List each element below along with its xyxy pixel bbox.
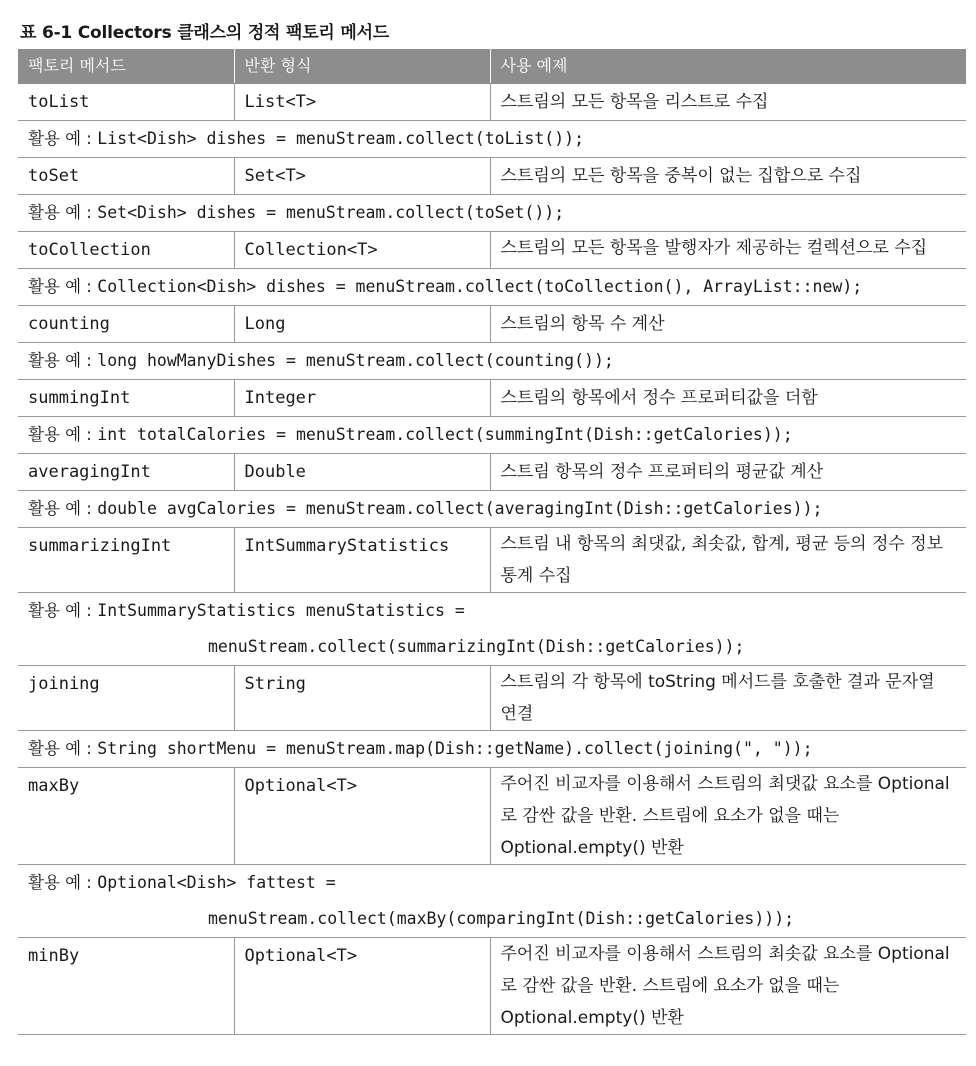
example-label: 활용 예 : (28, 277, 92, 296)
example-code-continued: menuStream.collect(summarizingInt(Dish::getCalories)); (208, 637, 745, 656)
method-description: 스트림의 항목 수 계산 (490, 306, 966, 343)
method-row (18, 454, 966, 491)
method-name: counting (18, 306, 234, 343)
method-row (18, 232, 966, 269)
method-description: 스트림 내 항목의 최댓값, 최솟값, 합계, 평균 등의 정수 정보 통계 수집 (490, 528, 966, 593)
example-label: 활용 예 : (28, 129, 92, 148)
return-type: List<T> (234, 84, 490, 121)
method-name: toList (18, 84, 234, 121)
return-type: Collection<T> (234, 232, 490, 269)
return-type: Long (234, 306, 490, 343)
example-code: List<Dish> dishes = menuStream.collect(toList()); (97, 129, 585, 148)
example-code-continued: menuStream.collect(maxBy(comparingInt(Dish::getCalories))); (208, 909, 795, 928)
return-type: Integer (234, 380, 490, 417)
example-label: 활용 예 : (28, 203, 92, 222)
example-label: 활용 예 : (28, 601, 92, 620)
example-code: long howManyDishes = menuStream.collect(counting()); (97, 351, 614, 370)
example-row (18, 731, 966, 768)
method-name: summarizingInt (18, 528, 234, 593)
method-name: averagingInt (18, 454, 234, 491)
table-body (18, 84, 966, 1035)
return-type: Optional<T> (234, 768, 490, 865)
example-cell (18, 593, 966, 666)
example-row (18, 865, 966, 938)
example-code: IntSummaryStatistics menuStatistics = (97, 601, 465, 620)
return-type: String (234, 666, 490, 731)
example-row (18, 269, 966, 306)
header-method: 팩토리 메서드 (18, 49, 234, 84)
example-label: 활용 예 : (28, 873, 92, 892)
example-cell (18, 195, 966, 232)
example-label: 활용 예 : (28, 739, 92, 758)
return-type: Optional<T> (234, 938, 490, 1035)
return-type: Double (234, 454, 490, 491)
example-code: Set<Dish> dishes = menuStream.collect(toSet()); (97, 203, 565, 222)
example-row (18, 593, 966, 666)
method-row (18, 768, 966, 865)
method-name: toCollection (18, 232, 234, 269)
example-cell (18, 491, 966, 528)
method-description: 스트림의 각 항목에 toString 메서드를 호출한 결과 문자열 연결 (490, 666, 966, 731)
method-description: 스트림의 모든 항목을 리스트로 수집 (490, 84, 966, 121)
example-code: int totalCalories = menuStream.collect(summingInt(Dish::getCalories)); (97, 425, 793, 444)
example-cell (18, 731, 966, 768)
method-name: minBy (18, 938, 234, 1035)
example-row (18, 195, 966, 232)
method-name: joining (18, 666, 234, 731)
method-name: summingInt (18, 380, 234, 417)
example-code: String shortMenu = menuStream.map(Dish::getName).collect(joining(", ")); (97, 739, 813, 758)
collectors-table (18, 49, 966, 1035)
example-cell (18, 343, 966, 380)
example-row (18, 491, 966, 528)
example-label: 활용 예 : (28, 351, 92, 370)
method-description: 스트림의 모든 항목을 발행자가 제공하는 컬렉션으로 수집 (490, 232, 966, 269)
return-type: Set<T> (234, 158, 490, 195)
method-row (18, 666, 966, 731)
example-cell (18, 417, 966, 454)
table-caption: 표 6-1 Collectors 클래스의 정적 팩토리 메서드 (20, 23, 390, 43)
method-description: 스트림 항목의 정수 프로퍼티의 평균값 계산 (490, 454, 966, 491)
example-row (18, 121, 966, 158)
header-row (18, 49, 966, 84)
method-row (18, 158, 966, 195)
example-row (18, 417, 966, 454)
method-description: 스트림의 항목에서 정수 프로퍼티값을 더함 (490, 380, 966, 417)
header-return-type: 반환 형식 (234, 49, 490, 84)
example-label: 활용 예 : (28, 425, 92, 444)
example-code: Optional<Dish> fattest = (97, 873, 336, 892)
example-cell (18, 269, 966, 306)
example-cell (18, 865, 966, 938)
method-row (18, 528, 966, 593)
method-description: 스트림의 모든 항목을 중복이 없는 집합으로 수집 (490, 158, 966, 195)
example-code: Collection<Dish> dishes = menuStream.collect(toCollection(), ArrayList::new); (97, 277, 863, 296)
method-row (18, 380, 966, 417)
return-type: IntSummaryStatistics (234, 528, 490, 593)
method-row (18, 306, 966, 343)
example-code: double avgCalories = menuStream.collect(averagingInt(Dish::getCalories)); (97, 499, 823, 518)
header-usage: 사용 예제 (490, 49, 966, 84)
example-cell (18, 121, 966, 158)
method-row (18, 84, 966, 121)
example-label: 활용 예 : (28, 499, 92, 518)
method-name: maxBy (18, 768, 234, 865)
method-row (18, 938, 966, 1035)
method-name: toSet (18, 158, 234, 195)
method-description: 주어진 비교자를 이용해서 스트림의 최솟값 요소를 Optional로 감싼 값을 반환. 스트림에 요소가 없을 때는 Optional.empty() 반환 (490, 938, 966, 1035)
example-row (18, 343, 966, 380)
method-description: 주어진 비교자를 이용해서 스트림의 최댓값 요소를 Optional로 감싼 값을 반환. 스트림에 요소가 없을 때는 Optional.empty() 반환 (490, 768, 966, 865)
